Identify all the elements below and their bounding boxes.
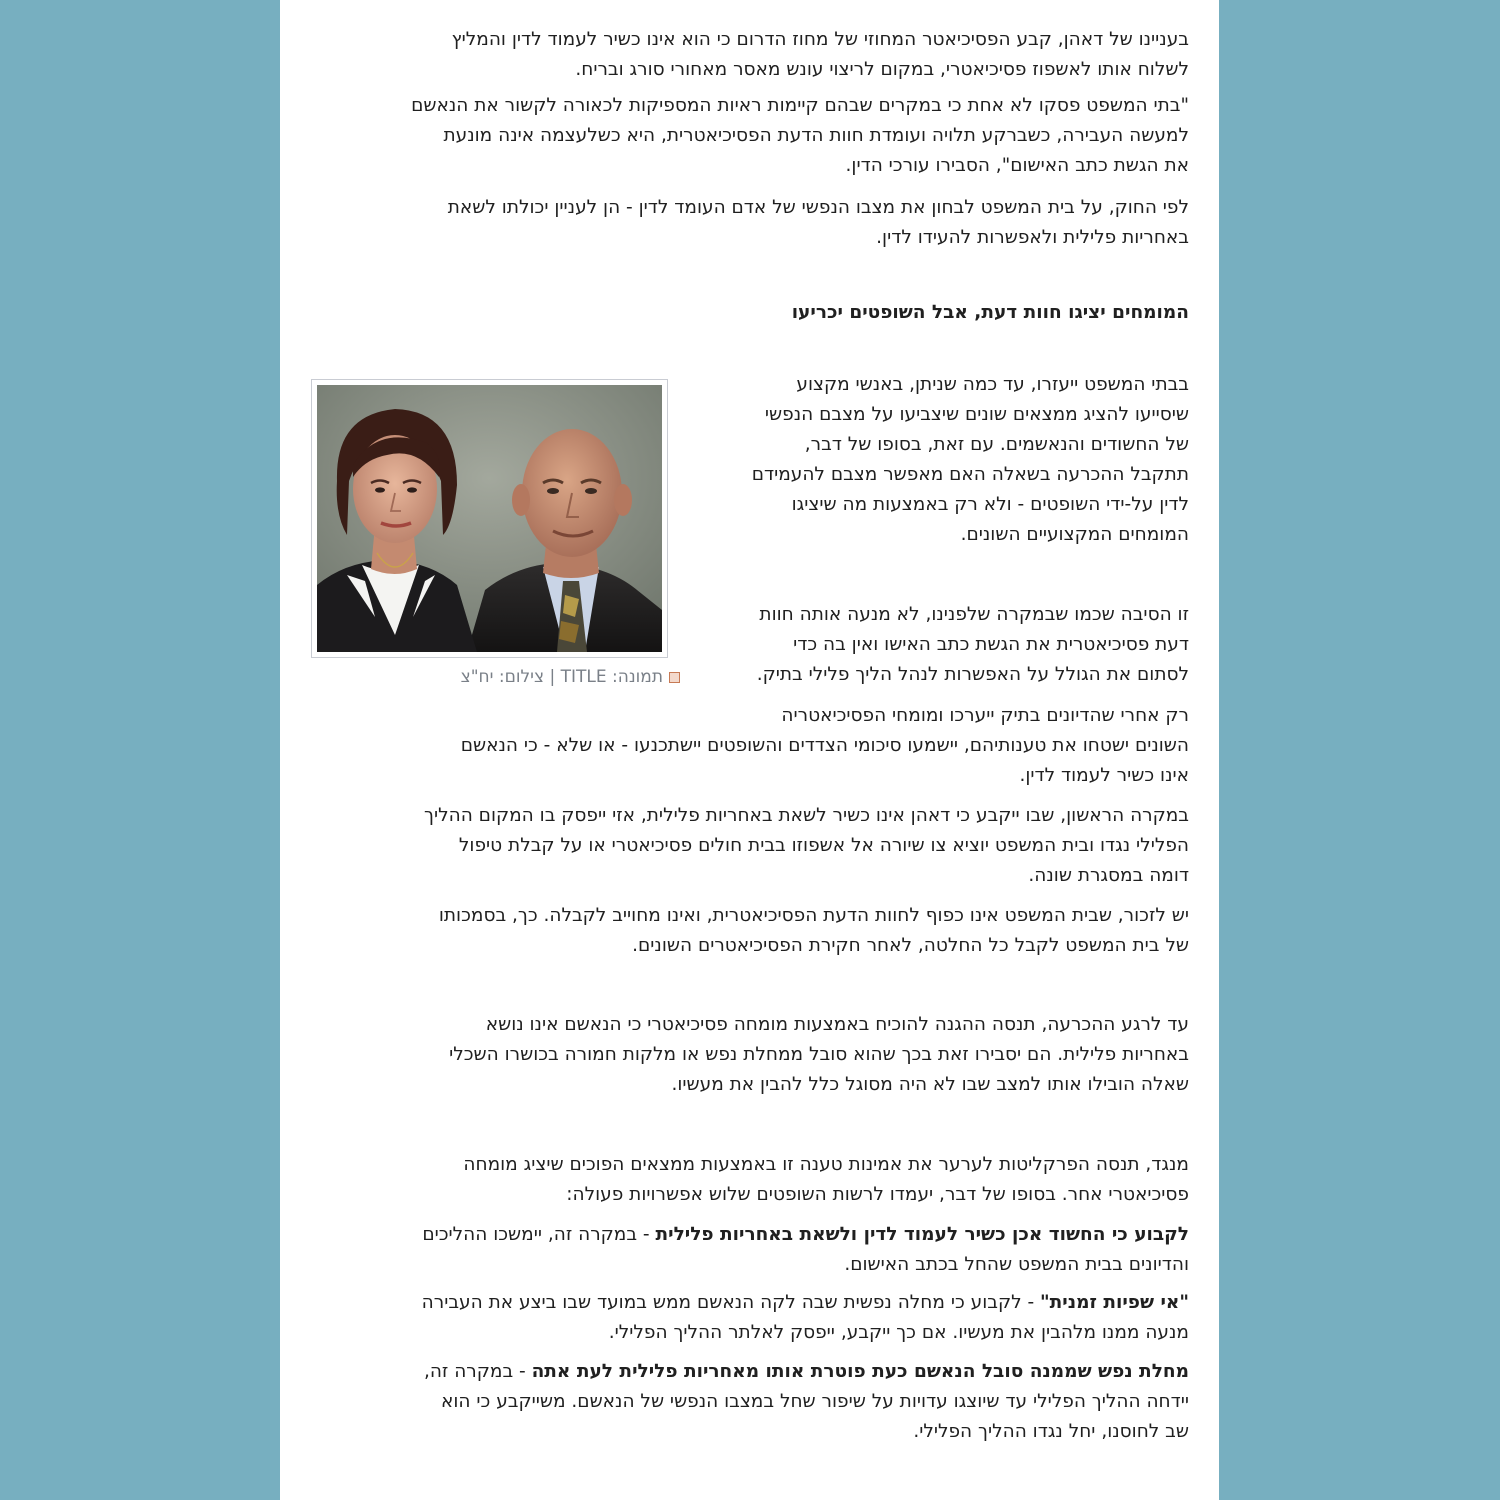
section-heading: המומחים יציגו חוות דעת, אבל השופטים יכריעו [791, 302, 1189, 323]
article-page [280, 0, 1219, 1500]
paragraph-5: זו הסיבה שכמו שבמקרה שלפנינו, לא מנעה אותה חוות דעת פסיכיאטרית את הגשת כתב האישו ואין בה כדי לסתום את הגולל על האפשרות לנהל הליך פלילי בתיק. [756, 604, 1189, 685]
paragraph-4: בבתי המשפט ייעזרו, עד כמה שניתן, באנשי מקצוע שיסייעו להציג ממצאים שונים שיצביעו על מצבם הנפשי של החשודים והנאשמים. עם זאת, בסופו של דבר, תתקבל ההכרעה בשאלה האם מאפשר מצבם להעמידם לדין על-ידי השופטים - ולא רק באמצעות מה שיציגו המומחים המקצועיים השונים. [751, 374, 1189, 545]
paragraph-9: עד לרגע ההכרעה, תנסה ההגנה להוכיח באמצעות מומחה פסיכיאטרי כי הנאשם אינו נושא באחריות פלילית. הם יסבירו זאת בכך שהוא סובל ממחלת נפש או מלקות חמורה בכושרו השכלי שאלה הובילו אותו למצב שבו לא היה מסוגל כלל להבין את מעשיו. [449, 1014, 1189, 1095]
article-photo [311, 379, 668, 658]
paragraph-8: יש לזכור, שבית המשפט אינו כפוף לחוות הדעת הפסיכיאטרית, ואינו מחוייב לקבלה. כך, בסמכותו של בית המשפט לקבל כל החלטה, לאחר חקירת הפסיכיאטרים השונים. [438, 905, 1189, 956]
option-1-fit-for-trial: לקבוע כי החשוד אכן כשיר לעמוד לדין ולשאת באחריות פלילית - במקרה זה, יימשכו ההליכים והדיונים בבית המשפט שהחל בכתב האישום. [422, 1224, 1189, 1275]
paragraph-1: בעניינו של דאהן, קבע הפסיכיאטר המחוזי של מחוז הדרום כי הוא אינו כשיר לעמוד לדין והמליץ לשלוח אותו לאשפוז פסיכיאטרי, במקום לריצוי עונש מאסר מאחורי סורג ובריח. [451, 29, 1189, 80]
image-icon [669, 672, 680, 683]
option-3-current-mental-illness: מחלת נפש שממנה סובל הנאשם כעת פוטרת אותו מאחריות פלילית לעת אתה - במקרה זה, יידחה ההליך הפלילי עד שיוצגו עדויות על שיפור שחל במצבו הנפשי של הנאשם. משייקבע כי הוא שב לחוסנו, יחל נגדו ההליך הפלילי. [423, 1361, 1189, 1442]
paragraph-2: "בתי המשפט פסקו לא אחת כי במקרים שבהם קיימות ראיות המספיקות לכאורה לקשור את הנאשם למעשה העבירה, כשברקע תלויה ועומדת חוות הדעת הפסיכיאטרית, היא כשלעצמה אינה מונעת את הגשת כתב האישום", הסבירו עורכי הדין. [411, 95, 1189, 176]
portrait-photo-image [317, 385, 662, 652]
paragraph-10: מנגד, תנסה הפרקליטות לערער את אמינות טענה זו באמצעות ממצאים הפוכים שיציג מומחה פסיכיאטרי אחר. בסופו של דבר, יעמדו לרשות השופטים שלוש אפשרויות פעולה: [463, 1154, 1189, 1205]
option-2-temporary-insanity: "אי שפיות זמנית" - לקבוע כי מחלה נפשית שבה לקה הנאשם ממש במועד שבו ביצע את העבירה מנעה ממנו מלהבין את מעשיו. אם כך ייקבע, ייפסק לאלתר ההליך הפלילי. [421, 1292, 1189, 1343]
paragraph-6: רק אחרי שהדיונים בתיק ייערכו ומומחי הפסיכיאטריה השונים ישטחו את טענותיהם, יישמעו סיכומי הצדדים והשופטים יישתכנעו - או שלא - כי הנאשם אינו כשיר לעמוד לדין. [460, 705, 1189, 786]
paragraph-3: לפי החוק, על בית המשפט לבחון את מצבו הנפשי של אדם העומד לדין - הן לעניין יכולתו לשאת באחריות פלילית ולאפשרות להעידו לדין. [447, 197, 1189, 248]
paragraph-7: במקרה הראשון, שבו ייקבע כי דאהן אינו כשיר לשאת באחריות פלילית, אזי ייפסק בו המקום ההליך הפלילי נגדו ובית המשפט יוציא צו שיורה אל אשפוזו בבית חולים פסיכיאטרי או על קבלת טיפול דומה במסגרת שונה. [424, 805, 1189, 886]
photo-caption: תמונה: TITLE | צילום: יח"צ [420, 666, 680, 688]
